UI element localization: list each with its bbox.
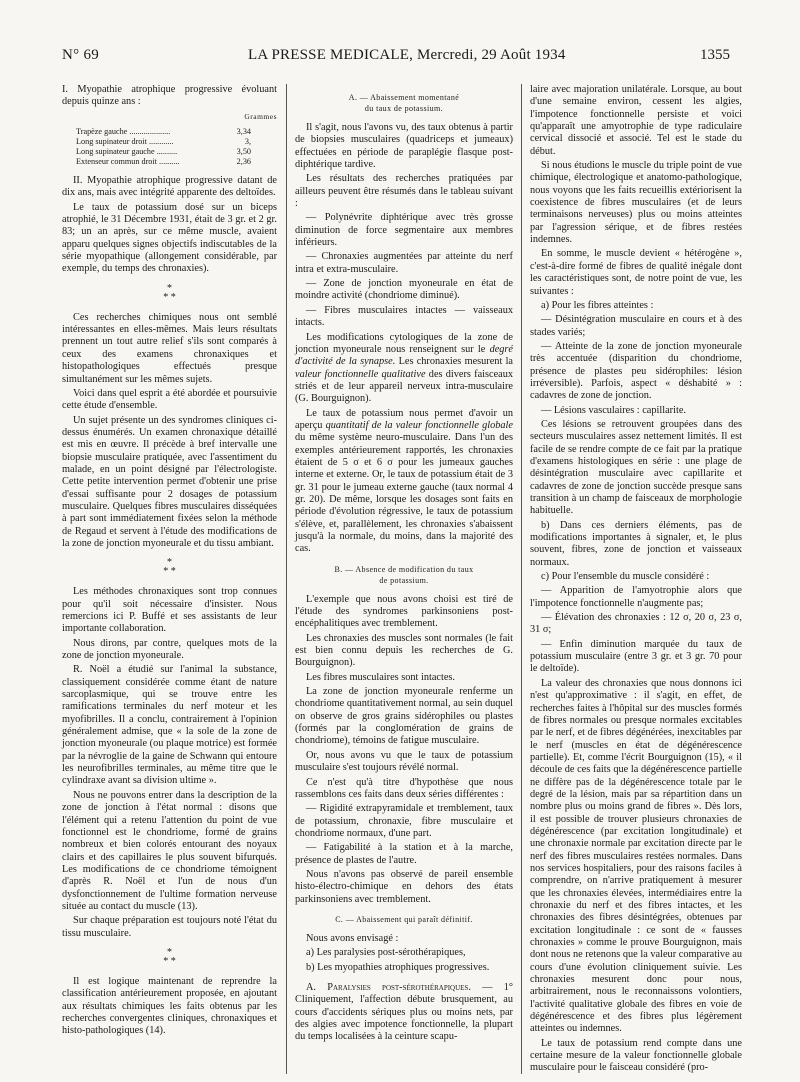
paragraph: — Élévation des chronaxies : 12 σ, 20 σ, 23 σ, 31 σ; <box>530 612 742 636</box>
paragraph: Il est logique maintenant de reprendre la classification antérieurement proposée, en ajoutant aux résultats chimiques les faits obtenus par les recherches convergentes cliniques, chronaxiques et histo-pathologiques (14). <box>62 975 277 1037</box>
row-label: Long supinateur gauche .......... <box>76 147 178 157</box>
paragraph: Ce n'est qu'à titre d'hypothèse que nous rassemblons ces faits dans deux séries différentes : <box>295 776 513 800</box>
paragraph: Nous dirons, par contre, quelques mots de la zone de jonction myoneurale. <box>62 637 277 662</box>
paragraph: — Polynévrite diphtérique avec très grosse diminution de force segmentaire aux membres inférieurs. <box>295 212 513 249</box>
paragraph: — Atteinte de la zone de jonction myoneurale très accentuée (disparition du chondriome, présence de plastes peu sidérophiles: lésion irréversible). Parfois, aspect « déshabité » : cadavres de zone de jonction. <box>530 340 742 402</box>
text-run: — 1° Cliniquement, l'affection débute brusquement, au cours d'accidents sériques plus ou moins nets, par des algies avec impotence fonctionnelle, la plupart du temps localisées à la ceinture scapu- <box>295 981 513 1043</box>
paragraph: — Fatigabilité à la station et à la marche, présence de plastes de l'autre. <box>295 842 513 866</box>
paragraph: Le taux de potassium rend compte dans une certaine mesure de la valeur fonctionnelle globale musculaire pour le faisceau considéré (pro- <box>530 1037 742 1074</box>
paragraph: — Enfin diminution marquée du taux de potassium musculaire (entre 3 gr. et 3 gr. 70 pour le deltoïde). <box>530 638 742 675</box>
row-value: 2,36 <box>236 157 251 167</box>
text-run: Le taux de potassium nous permet d'avoir un aperçu <box>295 407 513 431</box>
column-rule-left <box>286 84 287 1074</box>
paragraph: Ces lésions se retrouvent groupées dans des secteurs musculaires assez nettement limités. Il est facile de se rendre compte de ce fait par la pratique d'examens histologiques en série : une plage de désintégration musculaire avec capillarite et cadavres de zone de jonction succède presque sans transition à un champ de faisceaux de morphologie habituelle. <box>530 418 742 517</box>
paragraph: Nous avons envisagé : <box>306 932 399 944</box>
paragraph <box>295 332 513 406</box>
table-row <box>76 147 251 157</box>
paragraph: Voici dans quel esprit a été abordée et poursuivie cette étude d'ensemble. <box>62 387 277 412</box>
row-label: Long supinateur droit ............ <box>76 137 174 147</box>
heading-line: A. — Abaissement momentané <box>348 93 460 102</box>
paragraph: — Zone de jonction myoneurale en état de moindre activité (chondriome diminué). <box>295 278 513 302</box>
table-row <box>76 127 251 137</box>
column-3 <box>530 84 742 1077</box>
paragraph: a) Pour les fibres atteintes : <box>541 299 654 311</box>
section-heading-c: C. — Abaissement qui paraît définitif. <box>335 914 473 924</box>
section-separator: * * * <box>163 946 176 967</box>
paragraph: a) Les paralysies post-sérothérapiques, <box>306 947 466 959</box>
paragraph: Les résultats des recherches pratiquées par ailleurs peuvent être résumés dans le tableau suivant : <box>295 173 513 210</box>
paragraph: laire avec majoration unilatérale. Lorsque, au bout d'une semaine environ, cessent les algies, l'impotence fonctionnelle persiste et voici qu'apparaît une amyotrophie de type radiculaire cervical dissocié et associé. Tel est le stade du début. <box>530 84 742 157</box>
column-2 <box>295 84 513 1046</box>
paragraph: Nous ne pouvons entrer dans la description de la zone de jonction à l'état normal : disons que l'élément qui a retenu l'attention du point de vue fonctionnel est le chondriome, formé de grains nombreux et bien colorés entourant des noyaux clairs et des capillaires le plus souvent bifurqués. Les modifications de ce chondriome témoignent d'après R. Noël et l'un de nous d'un dysfonctionnement de l'ultime formation nerveuse située au contact du muscle (13). <box>62 789 277 912</box>
italic-run: valeur fonctionnelle qualitative <box>295 368 426 380</box>
row-label: Trapèze gauche .................... <box>76 127 171 137</box>
journal-title: LA PRESSE MEDICALE, Mercredi, 29 Août 1934 <box>248 47 566 63</box>
paragraph: b) Les myopathies atrophiques progressives. <box>306 961 490 973</box>
italic-run: degré d'activité de la synapse. <box>295 343 514 368</box>
paragraph: Les chronaxies des muscles sont normales (le fait est bien connu depuis les recherches de G. Bourguignon). <box>295 632 513 669</box>
row-value: 3, <box>244 137 251 147</box>
page-header <box>0 0 800 80</box>
text-run: des divers faisceaux striés et de leur appareil nerveux intra-musculaire (G. Bourguignon). <box>295 368 514 405</box>
paragraph: — Chronaxies augmentées par atteinte du nerf intra et extra-musculaire. <box>295 251 513 275</box>
paragraph: Les fibres musculaires sont intactes. <box>306 671 455 683</box>
potassium-table <box>76 127 251 167</box>
column-1 <box>62 84 277 1040</box>
heading-line: B. — Absence de modification du taux <box>334 564 474 574</box>
paragraph: Ces recherches chimiques nous ont semblé intéressantes en elles-mêmes. Mais leurs résultats prennent un tout autre relief s'ils sont comparés à ceux des examens chronaxiques et histopathologiques effectués presque simultanément sur les mêmes sujets. <box>62 311 277 385</box>
column-rule-right <box>521 84 522 1074</box>
section-separator: * * * <box>163 282 176 303</box>
page-number: 1355 <box>700 47 730 63</box>
paragraph: Il s'agit, nous l'avons vu, des taux obtenus à partir de biopsies musculaires (quadriceps et jumeaux) effectuées en période de paraplégie flasque post-diphtérique tardive. <box>295 122 513 171</box>
paragraph: c) Pour l'ensemble du muscle considéré : <box>541 571 710 583</box>
paragraph: Le taux de potassium dosé sur un biceps atrophié, le 31 Décembre 1931, était de 3 gr. et 2 gr. 83; un an après, sur ce même muscle, avaient apparu quelques signes objectifs indiscutables de la série myopathique (allongement considérable, par exemple, du temps des chronaxies). <box>62 201 277 275</box>
paragraph: — Lésions vasculaires : capillarite. <box>541 404 686 416</box>
paragraph: — Rigidité extrapyramidale et tremblement, taux de potassium, chronaxie, fibre musculaire et chondriome normaux, d'une part. <box>295 803 513 839</box>
heading-line: de potassium. <box>379 575 429 585</box>
italic-run: quantitatif de la valeur fonctionnelle globale <box>325 419 513 431</box>
row-label: Extenseur commun droit .......... <box>76 157 180 167</box>
paragraph <box>295 982 513 1044</box>
section-heading-b <box>295 564 513 586</box>
table-unit: Grammes <box>244 111 277 121</box>
paragraph: Nous n'avons pas observé de pareil ensemble histo-électro-chimique en dehors des états parkinsoniens avec tremblement. <box>295 868 513 905</box>
paragraph: La zone de jonction myoneurale renferme un chondriome quantitativement normal, au sein duquel on observe de gros grains sidérophiles ou plastes (formés par la conglomération de grains de chondriome), témoins de fatigue musculaire. <box>295 686 513 747</box>
table-row <box>76 157 251 167</box>
paragraph: Les méthodes chronaxiques sont trop connues pour qu'il soit nécessaire d'insister. Nous remercions ici P. Buffé et ses assistants de leur importante collaboration. <box>62 586 277 635</box>
row-value: 3,34 <box>236 127 251 137</box>
heading-line: du taux de potassium. <box>364 104 444 113</box>
paragraph: — Apparition de l'amyotrophie alors que l'impotence fonctionnelle n'augmente pas; <box>530 585 742 609</box>
paragraph: — Fibres musculaires intactes — vaisseaux intacts. <box>295 304 513 329</box>
paragraph: La valeur des chronaxies que nous donnons ici n'est qu'approximative : il s'agit, en effet, de recherches faites à l'hôpital sur des muscles formés de fibres normales ou presque normales excitables par le nerf, et de fibres dégénérées, inexcitables par le nerf (muscles en état de dégénérescence partielle). Et, comme l'écrit Bourguignon (15), « il découle de ces faits que la dégénérescence partielle ne diffère pas de la dégénérescence totale par le degré de la lésion, mais par sa répartition dans un nombre plus ou moins grand de fibres ». Dès lors, il est possible de trouver plusieurs chronaxies de dégénérescence (par excitation longitudinale) et une chronaxie normale par excitation directe par le nerf des fibres musculaires restées normales. Dans nos services hospitaliers, pour des raisons faciles à comprendre, on n'arrive pratiquement à mesurer que les chronaxies élevées, intermédiaires entre la chronaxie du nerf et des fibres intactes, et les chronaxies des fibres désintégrées, obtenues par excitation longitudinale : ce sont de « fausses chronaxies » comme le prouve Bourguignon, mais dont nous ne retenons que la valeur comparative au cours d'une évolution cliniquement suivie. Les chronaxies mesurent donc pour nous, arbitrairement, nous le reconnaissons volontiers, l'activité qualitative globale des fibres en voie de dégénérescence et des fibres plus légèrement atteintes ou indemnes. <box>530 677 742 1035</box>
paragraph: Un sujet présente un des syndromes cliniques ci-dessus énumérés. Un examen chronaxique détaillé est mis en œuvre. Il précède à bref intervalle une biopsie musculaire pratiquée, avec l'assentiment du malade, en un point désigné par l'électrologiste. Cette petite intervention permet d'obtenir une prise d'essai suffisante pour 2 dosages de potassium musculaire. Quelques fibres musculaires disséquées à part sont immédiatement fixées selon la méthode de Regaud et servent à l'étude des modifications de la zone de jonction myoneurale et du tissu ambiant. <box>62 414 277 549</box>
paragraph: — Désintégration musculaire en cours et à des stades variés; <box>530 314 742 338</box>
table-row <box>76 137 251 147</box>
paragraph: L'exemple que nous avons choisi est tiré de l'étude des syndromes parkinsoniens post-encéphalitiques avec tremblement. <box>295 593 513 630</box>
paragraph: R. Noël a étudié sur l'animal la substance, classiquement considérée comme étant de nature sarcoplasmique, qui se trouve entre les ramifications terminales du nerf moteur et les myofibrilles. Il a conclu, contrairement à l'opinion généralement admise, que « la sole de la zone de jonction myoneurale (ou plaque motrice) est formée par la névroglie de la gaine de Schwann qui entoure les neurofibrilles terminales, au même titre que le cylindraxe avant sa division ultime ». <box>62 664 277 787</box>
text-run: Les modifications cytologiques de la zone de jonction myoneurale nous renseignent sur le <box>295 331 513 355</box>
paragraph: Si nous étudions le muscle du triple point de vue chimique, électrologique et anatomo-pathologique, nous voyons que les faits recueillis extériorisent la coexistence de fibres musculaires (et de leurs terminaisons nerveuses) plus ou moins atteintes par l'agression sérique, et de fibres restées indemnes. <box>530 160 742 246</box>
paragraph: I. Myopathie atrophique progressive évoluant depuis quinze ans : <box>62 84 277 108</box>
section-separator: * * * <box>163 557 176 578</box>
paragraph: b) Dans ces derniers éléments, pas de modifications importantes à signaler, et, le plus souvent, fibres, zone de jonction et vaisseaux normaux. <box>530 519 742 568</box>
paragraph: II. Myopathie atrophique progressive datant de dix ans, mais avec intégrité apparente des deltoïdes. <box>62 175 277 199</box>
paragraph: En somme, le muscle devient « hétérogène », c'est-à-dire formé de fibres de qualité inégale dont les caractéristiques sont, de notre point de vue, les suivantes : <box>530 248 742 297</box>
row-value: 3,50 <box>236 147 251 157</box>
paragraph <box>295 408 513 556</box>
paragraph: Or, nous avons vu que le taux de potassium musculaire s'est toujours révélé normal. <box>295 749 513 774</box>
text-run: A. Paralysies post-sérothérapiques. <box>306 981 471 993</box>
section-heading-a <box>295 92 513 114</box>
issue-number: N° 69 <box>62 47 100 63</box>
text-run: Les chronaxies mesurent la <box>398 356 514 368</box>
paragraph: Sur chaque préparation est toujours noté l'état du tissu musculaire. <box>62 915 277 939</box>
text-run: du même système neuro-musculaire. Dans l'un des exemples antérieurement rapportés, les chronaxies étaient de 5 σ et 6 σ pour les jumeaux gauches interne et externe. Or, le taux de potassium était de 3 gr. 31 pour le jumeau externe gauche (taux normal 4 gr. 20). De même, lorsque les dosages sont faits en période d'évolution régressive, le taux de potassium s'élève, et, parallèlement, les chronaxies s'abaissent jusqu'à la normale, du moins, dans la majorité des cas. <box>295 432 513 555</box>
